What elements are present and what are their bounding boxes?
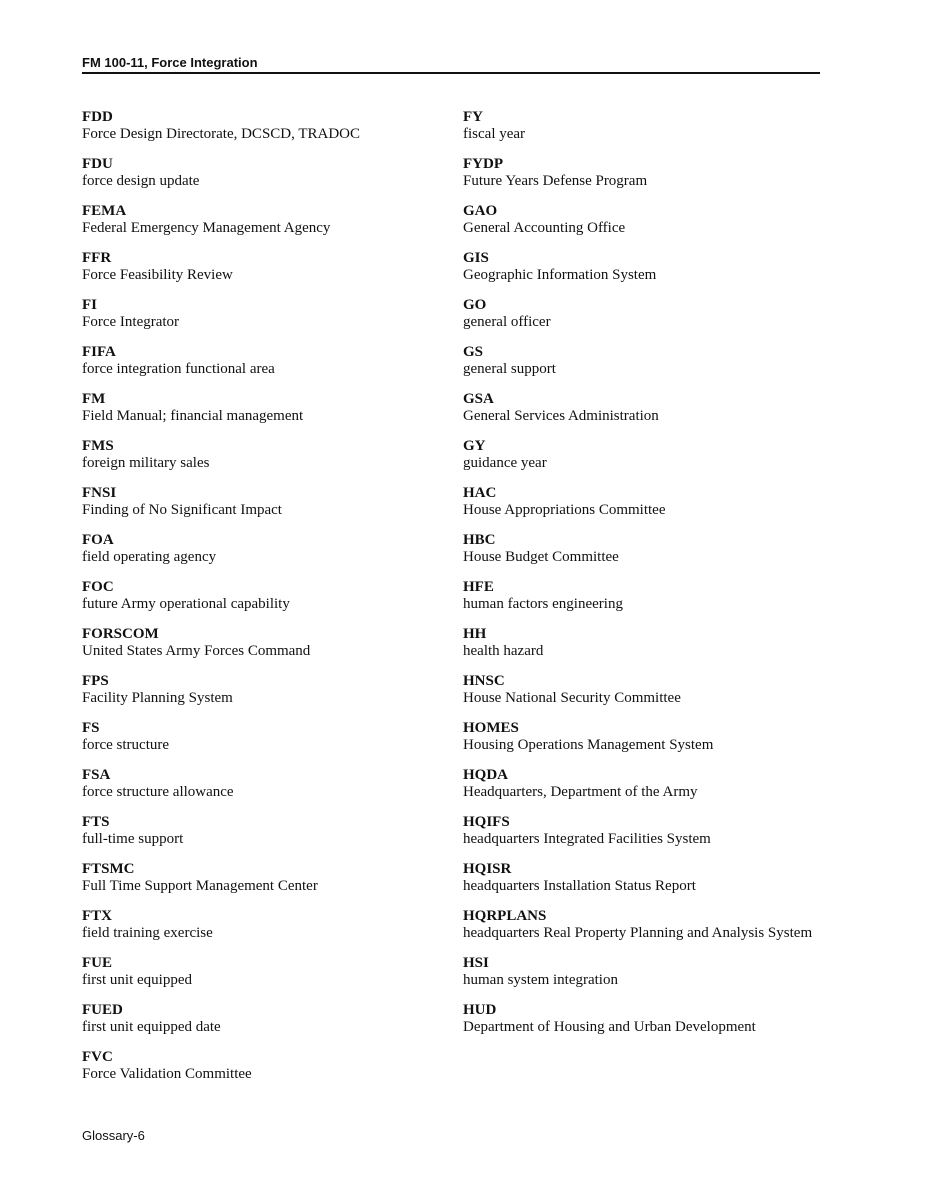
glossary-entry (463, 344, 817, 377)
glossary-term: FI (82, 297, 97, 313)
glossary-entry (463, 297, 817, 330)
glossary-definition: fiscal year (463, 125, 526, 142)
glossary-term: GO (463, 297, 487, 313)
glossary-term: FFR (82, 250, 112, 266)
glossary-definition: Force Design Directorate, DCSCD, TRADOC (82, 125, 361, 142)
glossary-definition: general support (463, 360, 556, 377)
glossary-definition: General Services Administration (463, 407, 659, 424)
glossary-definition: headquarters Installation Status Report (463, 877, 696, 894)
glossary-term: FIFA (82, 344, 116, 360)
glossary-entry (82, 955, 432, 988)
glossary-definition: Department of Housing and Urban Development (463, 1018, 756, 1035)
glossary-term: FTX (82, 908, 112, 924)
glossary-entry (463, 156, 817, 189)
glossary-term: GY (463, 438, 486, 454)
glossary-entry (463, 814, 817, 847)
glossary-term: FDU (82, 156, 113, 172)
glossary-definition: full-time support (82, 830, 184, 847)
page-number: Glossary-6 (82, 1128, 145, 1143)
glossary-entry (463, 626, 817, 659)
glossary-entry (82, 767, 432, 800)
glossary-definition: human system integration (463, 971, 618, 988)
glossary-definition: Finding of No Significant Impact (82, 501, 282, 518)
glossary-entry (82, 344, 432, 377)
glossary-term: FUED (82, 1002, 123, 1018)
glossary-definition: foreign military sales (82, 454, 210, 471)
glossary-definition: force design update (82, 172, 200, 189)
glossary-definition: United States Army Forces Command (82, 642, 311, 659)
glossary-definition: field training exercise (82, 924, 213, 941)
glossary-entry (463, 203, 817, 236)
glossary-left-column (82, 109, 432, 1096)
glossary-term: GSA (463, 391, 494, 407)
glossary-entry (82, 673, 432, 706)
glossary-definition: force integration functional area (82, 360, 275, 377)
glossary-term: FPS (82, 673, 109, 689)
glossary-definition: Facility Planning System (82, 689, 233, 706)
glossary-term: FSA (82, 767, 111, 783)
glossary-entry (463, 955, 817, 988)
glossary-term: FY (463, 109, 483, 125)
glossary-definition: human factors engineering (463, 595, 623, 612)
header-rule (82, 72, 820, 74)
glossary-definition: force structure allowance (82, 783, 234, 800)
glossary-entry (463, 673, 817, 706)
glossary-definition: Force Validation Committee (82, 1065, 252, 1082)
glossary-term: GS (463, 344, 484, 360)
glossary-entry (82, 250, 432, 283)
glossary-term: GAO (463, 203, 498, 219)
glossary-term: HQIFS (463, 814, 510, 830)
glossary-entry (82, 156, 432, 189)
glossary-term: HBC (463, 532, 496, 548)
glossary-term: FYDP (463, 156, 503, 172)
glossary-definition: Future Years Defense Program (463, 172, 648, 189)
glossary-term: FS (82, 720, 100, 736)
glossary-term: FMS (82, 438, 114, 454)
glossary-term: FTS (82, 814, 110, 830)
glossary-term: FORSCOM (82, 626, 159, 642)
glossary-term: HQDA (463, 767, 508, 783)
glossary-entry (463, 250, 817, 283)
glossary-entry (463, 391, 817, 424)
glossary-entry (82, 532, 432, 565)
glossary-term: GIS (463, 250, 489, 266)
glossary-term: FDD (82, 109, 113, 125)
glossary-definition: House National Security Committee (463, 689, 681, 706)
glossary-entry (82, 1049, 432, 1082)
glossary-term: HH (463, 626, 487, 642)
glossary-definition: general officer (463, 313, 551, 330)
glossary-definition: Field Manual; financial management (82, 407, 304, 424)
glossary-entry (82, 109, 432, 142)
glossary-entry (82, 626, 432, 659)
glossary-term: FUE (82, 955, 112, 971)
glossary-definition: Headquarters, Department of the Army (463, 783, 698, 800)
glossary-definition: Federal Emergency Management Agency (82, 219, 331, 236)
glossary-definition: General Accounting Office (463, 219, 626, 236)
glossary-entry (82, 1002, 432, 1035)
glossary-definition: headquarters Integrated Facilities System (463, 830, 711, 847)
glossary-entry (463, 908, 817, 941)
glossary-definition: House Appropriations Committee (463, 501, 666, 518)
glossary-term: HAC (463, 485, 497, 501)
glossary-term: FOA (82, 532, 114, 548)
glossary-term: HQRPLANS (463, 908, 547, 924)
glossary-entry (463, 1002, 817, 1035)
glossary-term: HSI (463, 955, 489, 971)
glossary-term: FOC (82, 579, 114, 595)
glossary-term: FM (82, 391, 106, 407)
glossary-definition: guidance year (463, 454, 547, 471)
glossary-definition: Full Time Support Management Center (82, 877, 318, 894)
glossary-definition: headquarters Real Property Planning and Analysis System (463, 924, 813, 941)
glossary-term: FTSMC (82, 861, 135, 877)
glossary-term: FVC (82, 1049, 113, 1065)
running-header: FM 100-11, Force Integration (82, 55, 258, 70)
glossary-entry (82, 391, 432, 424)
glossary-entry (463, 861, 817, 894)
glossary-term: HFE (463, 579, 494, 595)
glossary-entry (82, 438, 432, 471)
glossary-entry (463, 767, 817, 800)
glossary-entry (82, 908, 432, 941)
glossary-term: HQISR (463, 861, 512, 877)
glossary-definition: force structure (82, 736, 170, 753)
glossary-entry (463, 485, 817, 518)
glossary-definition: Force Integrator (82, 313, 180, 330)
glossary-definition: health hazard (463, 642, 544, 659)
glossary-definition: Housing Operations Management System (463, 736, 714, 753)
glossary-entry (463, 532, 817, 565)
glossary-definition: Force Feasibility Review (82, 266, 233, 283)
glossary-term: HNSC (463, 673, 505, 689)
glossary-entry (82, 861, 432, 894)
glossary-definition: first unit equipped (82, 971, 192, 988)
glossary-term: FEMA (82, 203, 127, 219)
glossary-entry (82, 814, 432, 847)
glossary-right-column (463, 109, 817, 1049)
glossary-entry (82, 485, 432, 518)
glossary-term: HUD (463, 1002, 497, 1018)
glossary-entry (82, 203, 432, 236)
glossary-entry (82, 579, 432, 612)
glossary-entry (463, 579, 817, 612)
glossary-definition: first unit equipped date (82, 1018, 221, 1035)
glossary-definition: Geographic Information System (463, 266, 657, 283)
glossary-entry (463, 720, 817, 753)
glossary-term: FNSI (82, 485, 117, 501)
glossary-entry (82, 297, 432, 330)
glossary-entry (463, 109, 817, 142)
glossary-entry (82, 720, 432, 753)
glossary-entry (463, 438, 817, 471)
glossary-definition: future Army operational capability (82, 595, 290, 612)
glossary-definition: House Budget Committee (463, 548, 619, 565)
glossary-definition: field operating agency (82, 548, 217, 565)
glossary-term: HOMES (463, 720, 519, 736)
